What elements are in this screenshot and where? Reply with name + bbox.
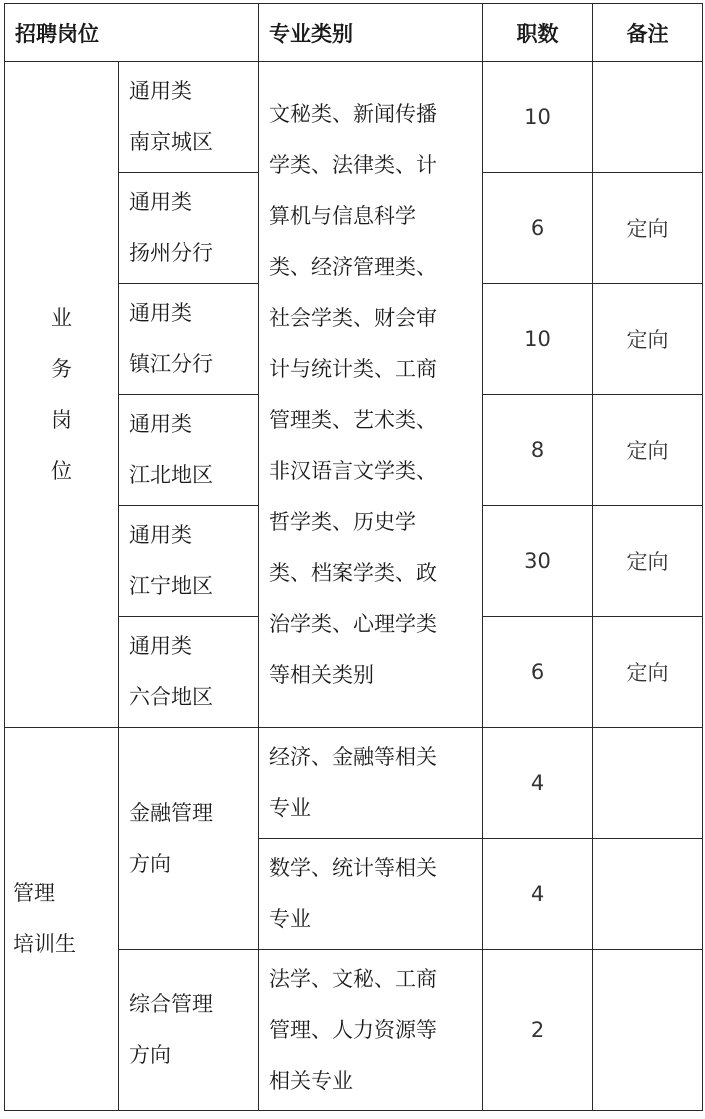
count-cell: 6	[483, 617, 593, 728]
category-label: 通用类 镇江分行	[129, 301, 213, 376]
category-cell	[119, 284, 259, 395]
note-cell	[593, 839, 703, 950]
trainee-group-label: 管理 培训生	[13, 881, 76, 956]
header-note: 备注	[593, 4, 703, 62]
note-cell: 定向	[593, 284, 703, 395]
major-text: 法学、文秘、工商 管理、人力资源等 相关专业	[269, 966, 437, 1093]
category-label: 通用类 南京城区	[129, 79, 213, 154]
direction-cell	[119, 728, 259, 950]
header-count: 职数	[483, 4, 593, 62]
count-cell: 10	[483, 62, 593, 173]
note-cell: 定向	[593, 395, 703, 506]
note-cell: 定向	[593, 173, 703, 284]
count-cell: 30	[483, 506, 593, 617]
table-row	[5, 62, 703, 173]
header-position: 招聘岗位	[5, 4, 259, 62]
category-label: 通用类 六合地区	[129, 634, 213, 709]
note-cell: 定向	[593, 617, 703, 728]
note-cell	[593, 728, 703, 839]
shared-major-text: 文秘类、新闻传播 学类、法律类、计 算机与信息科学 类、经济管理类、 社会学类、财会审 计与统计类、工商 管理类、艺术类、 非汉语言文学类、 哲学类、历史学 类、档案学类、政 治学类、心理学类 等相关类别	[269, 101, 437, 687]
count-cell: 2	[483, 950, 593, 1111]
category-cell	[119, 506, 259, 617]
major-text: 数学、统计等相关 专业	[269, 856, 437, 931]
category-cell	[119, 395, 259, 506]
recruitment-table	[4, 3, 703, 1111]
direction-label: 金融管理 方向	[129, 800, 213, 876]
header-row	[5, 4, 703, 62]
count-cell: 8	[483, 395, 593, 506]
major-cell	[259, 728, 483, 839]
category-label: 通用类 扬州分行	[129, 190, 213, 265]
header-major: 专业类别	[259, 4, 483, 62]
category-cell	[119, 173, 259, 284]
direction-cell	[119, 950, 259, 1111]
category-cell	[119, 62, 259, 173]
table-row	[5, 728, 703, 839]
trainee-group-cell	[5, 728, 119, 1111]
note-cell	[593, 62, 703, 173]
count-cell: 10	[483, 284, 593, 395]
major-cell	[259, 839, 483, 950]
count-cell: 6	[483, 173, 593, 284]
count-cell: 4	[483, 728, 593, 839]
major-text: 经济、金融等相关 专业	[269, 745, 437, 820]
business-group-cell	[5, 62, 119, 728]
note-cell: 定向	[593, 506, 703, 617]
category-cell	[119, 617, 259, 728]
category-label: 通用类 江北地区	[129, 412, 213, 487]
shared-major-cell	[259, 62, 483, 728]
business-group-label: 业 务 岗 位	[51, 305, 72, 483]
direction-label: 综合管理 方向	[129, 992, 213, 1067]
count-cell: 4	[483, 839, 593, 950]
note-cell	[593, 950, 703, 1111]
major-cell	[259, 950, 483, 1111]
category-label: 通用类 江宁地区	[129, 523, 213, 598]
